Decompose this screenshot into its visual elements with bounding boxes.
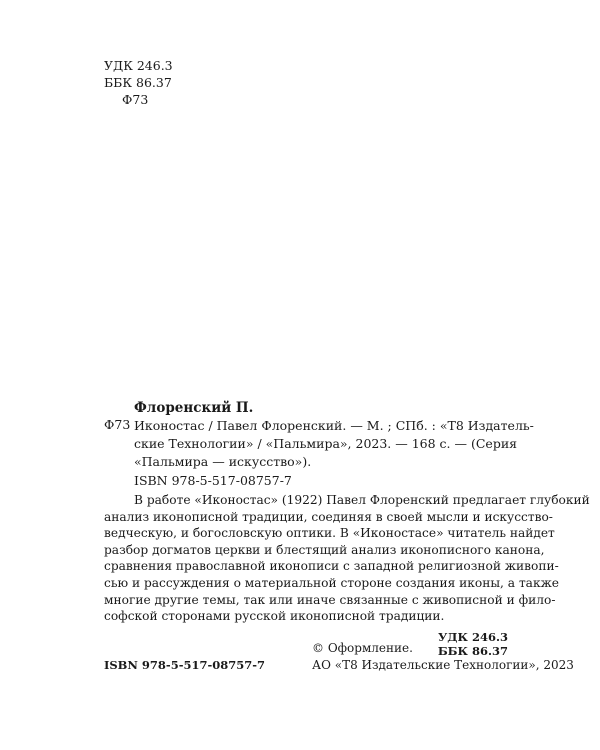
bib-line: ские Технологии» / «Пальмира», 2023. — 168 с. — (Серия: [134, 436, 518, 451]
annotation-line: софской сторонами русской иконописной традиции.: [104, 609, 445, 624]
copyright-publisher: АО «Т8 Издательские Технологии», 2023: [312, 658, 574, 672]
udk-code-bottom: УДК 246.3: [437, 630, 508, 644]
annotation: [104, 492, 590, 625]
catalog-author-sign: Ф73: [104, 417, 131, 432]
bbk-code-bottom: ББК 86.37: [437, 644, 508, 658]
bib-line: «Пальмира — искусство»).: [134, 454, 312, 469]
catalog-author: Флоренский П.: [134, 400, 254, 416]
annotation-line: многие другие темы, так или иначе связанные с живописной и фило-: [104, 592, 556, 607]
annotation-line: сравнения православной иконописи с западной религиозной живопи-: [104, 559, 559, 574]
bibliographic-description: [134, 417, 534, 471]
bbk-code: ББК 86.37: [104, 75, 172, 90]
annotation-line: анализ иконописной традиции, соединяя в своей мысли и искусство-: [104, 509, 553, 524]
annotation-line: В работе «Иконостас» (1922) Павел Флоренский предлагает глубокий: [134, 493, 590, 507]
copyright-design: © Оформление.: [312, 641, 413, 655]
annotation-line: сью и рассуждения о материальной стороне создания иконы, а также: [104, 575, 559, 590]
udk-code: УДК 246.3: [104, 58, 173, 73]
annotation-line: ведческую, и богословскую оптики. В «Иконостасе» читатель найдет: [104, 526, 555, 541]
author-sign: Ф73: [122, 92, 149, 107]
classification-codes-top: [104, 57, 173, 108]
copyright-block: [312, 640, 574, 674]
bib-line: Иконостас / Павел Флоренский. — М. ; СПб. : «Т8 Издатель-: [134, 418, 534, 433]
annotation-line: разбор догматов церкви и блестящий анализ иконописного канона,: [104, 542, 545, 557]
footer-isbn: ISBN 978-5-517-08757-7: [104, 658, 266, 672]
catalog-isbn: ISBN 978-5-517-08757-7: [134, 473, 292, 488]
